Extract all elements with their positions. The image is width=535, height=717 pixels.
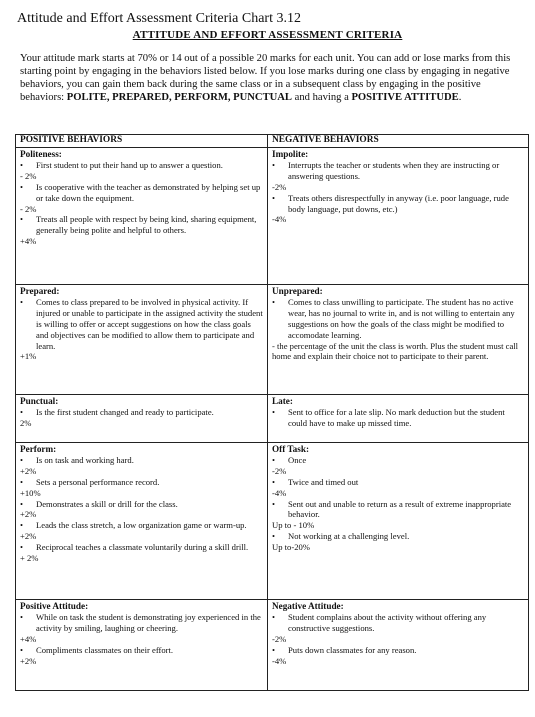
- behavior-item: [20, 499, 263, 510]
- behavior-text: Sent to office for a late slip. No mark deduction but the student could have to make up missed time.: [288, 406, 505, 428]
- mark-value: Up to-20%: [272, 542, 310, 553]
- table-header-row: [16, 135, 529, 148]
- mark-value: -2%: [272, 633, 287, 644]
- table-row: [16, 148, 529, 285]
- mark-value: -4%: [272, 655, 287, 666]
- behavior-item: [20, 645, 263, 656]
- category-label: Unprepared:: [272, 286, 323, 296]
- behavior-item: [20, 520, 263, 531]
- behavior-text: Is cooperative with the teacher as demonstrated by helping set up or take down the equipment.: [36, 181, 261, 203]
- behavior-text: Treats others disrespectfully in anyway (i.e. poor language, rude body language, put downs, etc.): [288, 192, 509, 214]
- mark-value: +1%: [20, 351, 37, 362]
- category-label: Politeness:: [20, 149, 62, 159]
- behavior-text: First student to put their hand up to answer a question.: [36, 159, 223, 170]
- behavior-item: [20, 160, 263, 171]
- mark-value: Up to - 10%: [272, 520, 315, 531]
- positive-cell: [16, 443, 268, 600]
- negative-cell: [268, 285, 529, 395]
- mark-value: +2%: [20, 655, 37, 666]
- positive-cell: [16, 285, 268, 395]
- bullet-icon: •: [272, 159, 276, 170]
- category-label: Impolite:: [272, 149, 309, 159]
- bullet-icon: •: [20, 498, 24, 509]
- bullet-icon: •: [20, 159, 24, 170]
- mark-value: -4%: [272, 214, 287, 225]
- mark-value: -2%: [272, 181, 287, 192]
- positive-cell: [16, 600, 268, 691]
- behavior-item: [272, 499, 524, 521]
- behavior-text: Once: [288, 454, 307, 465]
- intro-joiner: and having a: [292, 92, 352, 103]
- bullet-icon: •: [272, 644, 276, 655]
- document-heading: ATTITUDE AND EFFORT ASSESSMENT CRITERIA: [132, 29, 403, 41]
- bullet-icon: •: [272, 454, 276, 465]
- behavior-text: Demonstrates a skill or drill for the class.: [36, 498, 178, 509]
- mark-value: - 2%: [20, 203, 37, 214]
- bullet-icon: •: [20, 644, 24, 655]
- category-label: Late:: [272, 396, 293, 406]
- behavior-text: While on task the student is demonstrating joy experienced in the activity by smiling, laughing or cheering.: [36, 611, 261, 633]
- mark-value: -4%: [272, 487, 287, 498]
- bullet-icon: •: [272, 531, 276, 542]
- behavior-text: Compliments classmates on their effort.: [36, 644, 174, 655]
- behavior-item: [272, 612, 524, 634]
- behavior-item: [20, 214, 263, 236]
- category-label: Positive Attitude:: [20, 601, 89, 611]
- behavior-item: [272, 193, 524, 215]
- bullet-icon: •: [20, 611, 24, 622]
- bullet-icon: •: [20, 476, 24, 487]
- table-row: [16, 600, 529, 691]
- behavior-item: [272, 531, 524, 542]
- intro-bold-behaviors: POLITE, PREPARED, PERFORM, PUNCTUAL: [66, 92, 292, 103]
- positive-cell: [16, 395, 268, 443]
- behavior-item: [20, 477, 263, 488]
- behavior-text: Is on task and working hard.: [36, 454, 134, 465]
- table-row: [16, 443, 529, 600]
- mark-value: +2%: [20, 509, 37, 520]
- behavior-item: [20, 455, 263, 466]
- mark-value: +2%: [20, 465, 37, 476]
- bullet-icon: •: [20, 520, 24, 531]
- mark-value: 2%: [20, 417, 32, 428]
- behavior-item: [272, 645, 524, 656]
- category-label: Perform:: [20, 444, 57, 454]
- bullet-icon: •: [272, 611, 276, 622]
- bullet-icon: •: [272, 296, 276, 307]
- bullet-icon: •: [272, 476, 276, 487]
- document-title: Attitude and Effort Assessment Criteria Chart 3.12: [17, 11, 301, 26]
- intro-bold-attitude: POSITIVE ATTITUDE: [351, 92, 459, 103]
- bullet-icon: •: [20, 296, 24, 307]
- behavior-text: Leads the class stretch, a low organization game or warm-up.: [36, 520, 247, 531]
- bullet-icon: •: [20, 214, 24, 225]
- behavior-text: Comes to class prepared to be involved in physical activity. If injured or unable to participate in the assigned activity the student is willing to offer or accept suggestions on how the class goals and objectives can be modified to allow them to participate and learn.: [36, 296, 263, 351]
- behavior-text: Comes to class unwilling to participate. The student has no active wear, has no journal to write in, and is not willing to entertain any suggestions on how the goals of the class might be modified to accomodate learning.: [288, 296, 515, 340]
- header-positive: POSITIVE BEHAVIORS: [16, 135, 268, 148]
- bullet-icon: •: [20, 406, 24, 417]
- bullet-icon: •: [20, 181, 24, 192]
- behavior-text: Reciprocal teaches a classmate voluntarily during a skill drill.: [36, 542, 249, 553]
- behavior-item: [272, 477, 524, 488]
- header-negative: NEGATIVE BEHAVIORS: [268, 135, 529, 148]
- criteria-body: [16, 148, 529, 691]
- category-label: Off Task:: [272, 444, 310, 454]
- behavior-item: [272, 407, 524, 429]
- criteria-table: [15, 134, 529, 691]
- category-label: Negative Attitude:: [272, 601, 344, 611]
- negative-cell: [268, 395, 529, 443]
- positive-cell: [16, 148, 268, 285]
- behavior-text: Student complains about the activity without offering any constructive suggestions.: [288, 611, 487, 633]
- behavior-text: Twice and timed out: [288, 476, 359, 487]
- unprepared-note: - the percentage of the unit the class is worth. Plus the student must call home and explain their choice not to participate to their parent.: [272, 340, 519, 362]
- mark-value: +10%: [20, 487, 41, 498]
- behavior-item: [272, 455, 524, 466]
- mark-value: +4%: [20, 633, 37, 644]
- behavior-text: Not working at a challenging level.: [288, 531, 410, 542]
- category-label: Prepared:: [20, 286, 60, 296]
- behavior-item: [272, 297, 524, 341]
- mark-value: +2%: [20, 531, 37, 542]
- negative-cell: [268, 600, 529, 691]
- bullet-icon: •: [272, 192, 276, 203]
- mark-value: - 2%: [20, 170, 37, 181]
- behavior-text: Treats all people with respect by being kind, sharing equipment, generally being polite and helpful to others.: [36, 214, 257, 236]
- behavior-item: [20, 297, 263, 352]
- negative-cell: [268, 443, 529, 600]
- bullet-icon: •: [20, 542, 24, 553]
- behavior-text: Sets a personal performance record.: [36, 476, 160, 487]
- behavior-text: Sent out and unable to return as a result of extreme inappropriate behavior.: [288, 498, 512, 520]
- behavior-item: [20, 407, 263, 418]
- intro-paragraph: [20, 52, 518, 104]
- table-row: [16, 395, 529, 443]
- behavior-text: Interrupts the teacher or students when they are instructing or answering questions.: [288, 159, 500, 181]
- mark-value: -2%: [272, 465, 287, 476]
- mark-value: + 2%: [20, 553, 39, 564]
- category-label: Punctual:: [20, 396, 59, 406]
- mark-value: +4%: [20, 236, 37, 247]
- behavior-item: [272, 160, 524, 182]
- bullet-icon: •: [272, 498, 276, 509]
- behavior-text: Is the first student changed and ready to participate.: [36, 406, 214, 417]
- table-row: [16, 285, 529, 395]
- behavior-item: [20, 542, 263, 553]
- intro-end: .: [458, 92, 462, 103]
- behavior-item: [20, 612, 263, 634]
- behavior-item: [20, 182, 263, 204]
- negative-cell: [268, 148, 529, 285]
- intro-text: Your attitude mark starts at 70% or 14 out of a possible 20 marks for each unit. You can add or lose marks from this starting point by engaging in the behaviors listed below. If you lose marks during one class by engaging in negative behaviors, you can gain them back during the same class or in a subsequent class by engaging in the positive behaviors:: [20, 53, 511, 103]
- behavior-text: Puts down classmates for any reason.: [288, 644, 417, 655]
- bullet-icon: •: [20, 454, 24, 465]
- bullet-icon: •: [272, 406, 276, 417]
